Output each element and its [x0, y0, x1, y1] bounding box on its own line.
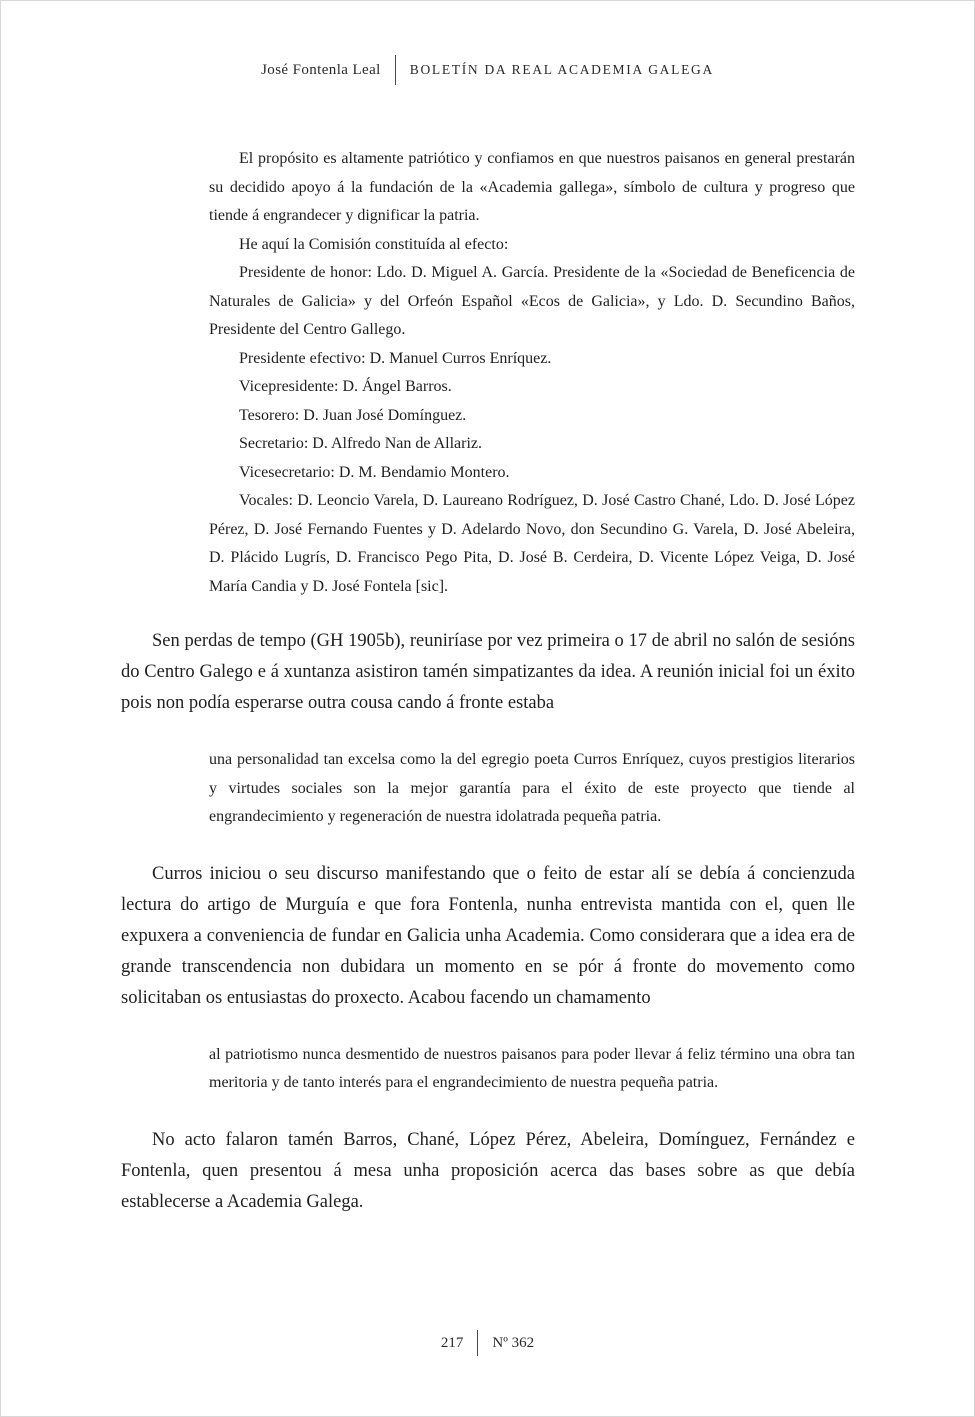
quote-paragraph: Presidente efectivo: D. Manuel Curros Enríquez. — [239, 349, 552, 367]
page-number: 217 — [440, 1334, 464, 1351]
header-author: José Fontenla Leal — [261, 61, 381, 78]
header-divider — [395, 55, 396, 85]
page-header — [1, 1, 974, 85]
header-journal-title: BOLETÍN DA REAL ACADEMIA GALEGA — [409, 62, 714, 77]
page-footer — [1, 1330, 974, 1356]
quote-paragraph: Presidente de honor: Ldo. D. Miguel A. García. Presidente de la «Sociedad de Beneficencia de Naturales de Galicia» y del Orfeón Español «Ecos de Galicia», y Ldo. D. Secundino Baños, Presidente del Centro Gallego. — [209, 264, 855, 338]
quote-paragraph: al patriotismo nunca desmentido de nuestros paisanos para poder llevar á feliz término una obra tan meritoria y de tanto interés para el engrandecimiento de nuestra pequeña patria. — [209, 1045, 855, 1091]
quote-paragraph: Vicepresidente: D. Ángel Barros. — [239, 378, 452, 395]
quote-paragraph: El propósito es altamente patriótico y confiamos en que nuestros paisanos en general prestarán su decidido apoyo á la fundación de la «Academia gallega», símbolo de cultura y progreso que tiende á engrandecer y dignificar la patria. — [209, 150, 855, 224]
quote-paragraph: Vocales: D. Leoncio Varela, D. Laureano Rodríguez, D. José Castro Chané, Ldo. D. José López Pérez, D. José Fernando Fuentes y D. Adelardo Novo, don Secundino G. Varela, D. José Abeleira, D. Plácido Lugrís, D. Francisco Pego Pita, D. José B. Cerdeira, D. Vicente López Veiga, D. José María Candia y D. José Fontela [sic]. — [209, 492, 855, 595]
body-paragraph: Curros iniciou o seu discurso manifestando que o feito de estar alí se debía á concienzuda lectura do artigo de Murguía e que fora Fontenla, nunha entrevista mantida con el, quen lle expuxera a conveniencia de fundar en Galicia unha Academia. Como considerara que a idea era de grande transcendencia non dubidara un momento en se pór á fronte do movemento como solicitaban os entusiastas do proxecto. Acabou facendo un chamamento — [121, 863, 855, 1008]
quote-paragraph: He aquí la Comisión constituída al efecto: — [239, 235, 509, 253]
quote-paragraph: Vicesecretario: D. M. Bendamio Montero. — [239, 463, 510, 481]
issue-number: Nº 362 — [492, 1334, 535, 1351]
body-paragraph: No acto falaron tamén Barros, Chané, López Pérez, Abeleira, Domínguez, Fernández e Fontenla, quen presentou á mesa unha proposición acerca das bases sobre as que debía establecerse a Academia Galega. — [121, 1129, 855, 1212]
footer-divider — [477, 1330, 478, 1356]
quote-paragraph: Tesorero: D. Juan José Domínguez. — [239, 406, 467, 424]
page-body — [1, 85, 974, 1218]
body-paragraph: Sen perdas de tempo (GH 1905b), reuniríase por vez primeira o 17 de abril no salón de sesións do Centro Galego e á xuntanza asistiron tamén simpatizantes da idea. A reunión inicial foi un éxito pois non podía esperarse outra cousa cando á fronte estaba — [121, 631, 855, 713]
quote-paragraph: una personalidad tan excelsa como la del egregio poeta Curros Enríquez, cuyos prestigios literarios y virtudes sociales son la mejor garantía para el éxito de este proyecto que tiende al engrandecimiento y regeneración de nuestra idolatrada pequeña patria. — [209, 751, 855, 825]
quote-paragraph: Secretario: D. Alfredo Nan de Allariz. — [239, 435, 483, 452]
commission-quote-block — [209, 145, 855, 601]
